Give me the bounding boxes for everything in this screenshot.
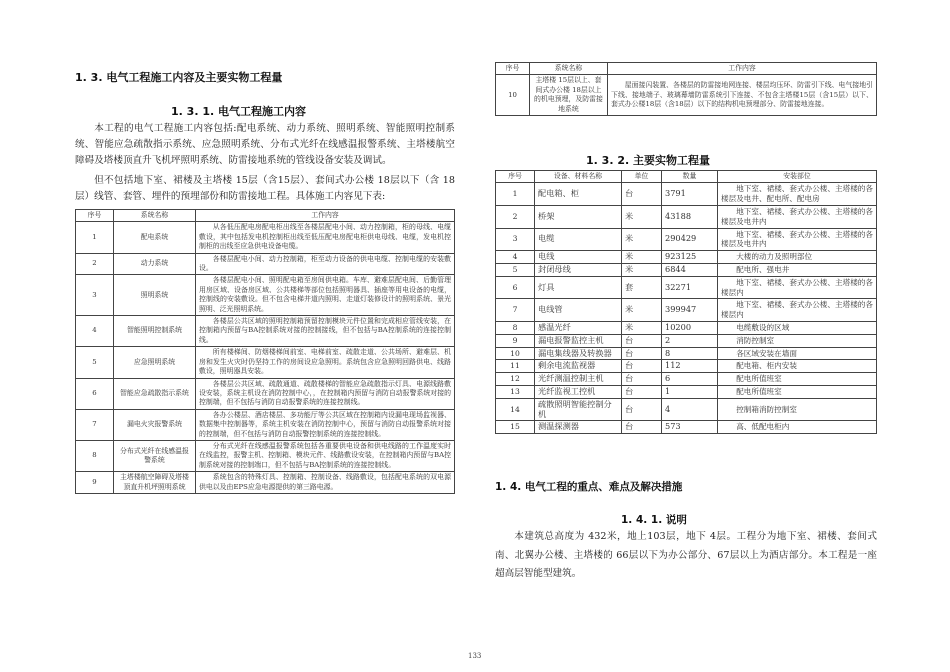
row-number: 15 <box>496 421 535 434</box>
system-name: 漏电火灾报警系统 <box>114 409 196 440</box>
unit: 米 <box>622 299 662 322</box>
install-location: 地下室、裙楼、套式办公楼、主塔楼的各楼层及电井、配电所、配电房 <box>718 183 877 206</box>
row-number: 7 <box>76 409 114 440</box>
quantity: 6844 <box>662 263 718 276</box>
row-number: 4 <box>496 251 535 264</box>
material-name: 电线管 <box>535 299 622 322</box>
material-name: 配电箱、柜 <box>535 183 622 206</box>
work-content: 分布式光纤在线感温报警系统包括各重要供电设备和供电线路的工作温度实时在线监控，报警主机、控制箱、模块元件、线路敷设安装，在控制箱内预留与BA控制系统对接的控制端口，但不包括与BA控制系统的连接控制线。 <box>196 440 455 471</box>
description-paragraph: 本建筑总高度为 432米，地上103层，地下 4层。工程分为地下室、裙楼、套间式南、北翼办公楼、主塔楼的 66层以下为办公部分、67层以上为酒店部分。本工程是一座超高层智能型建筑。 <box>495 531 877 579</box>
unit: 台 <box>622 373 662 386</box>
row-number: 8 <box>76 440 114 471</box>
unit: 米 <box>622 263 662 276</box>
quantity: 6 <box>662 373 718 386</box>
material-name: 灯具 <box>535 276 622 299</box>
install-location: 高、低配电柜内 <box>718 421 877 434</box>
table-row <box>76 472 455 494</box>
section-heading-1-3-1: 1. 3. 1. 电气工程施工内容 <box>171 105 306 118</box>
table-row <box>496 228 877 251</box>
unit: 米 <box>622 321 662 334</box>
section-heading-1-3-2: 1. 3. 2. 主要实物工程量 <box>586 154 710 167</box>
row-number: 9 <box>496 334 535 347</box>
material-name: 封闭母线 <box>535 263 622 276</box>
install-location: 控制箱消防控制室 <box>718 398 877 421</box>
material-name: 漏电报警监控主机 <box>535 334 622 347</box>
section-heading-1-4-1: 1. 4. 1. 说明 <box>621 514 687 526</box>
quantity: 3791 <box>662 183 718 206</box>
material-name: 疏散照明智能控制分机 <box>535 398 622 421</box>
row-number: 2 <box>76 253 114 275</box>
row-number: 12 <box>496 373 535 386</box>
work-content: 从各低压配电房配电柜出线至各楼层配电小间、动力控制箱，柜的母线、电缆敷设，其中包括发电机控制柜出线至低压配电房配电柜供电母线、电缆，发电机控制柜的出线至应急供电设备电缆。 <box>196 222 455 253</box>
table-row <box>76 275 455 316</box>
quantity: 4 <box>662 398 718 421</box>
table-row <box>496 276 877 299</box>
row-number: 1 <box>76 222 114 253</box>
table-header-row <box>496 63 877 75</box>
table-row <box>496 321 877 334</box>
table-header-row <box>496 171 877 183</box>
unit: 米 <box>622 228 662 251</box>
quantity: 1 <box>662 385 718 398</box>
row-number: 4 <box>76 316 114 347</box>
quantity: 43188 <box>662 206 718 229</box>
install-location: 地下室、裙楼、套式办公楼、主塔楼的各楼层及电井内 <box>718 206 877 229</box>
material-name: 光纤监视工控机 <box>535 385 622 398</box>
unit: 台 <box>622 347 662 360</box>
table-row <box>496 421 877 434</box>
table-row <box>496 334 877 347</box>
material-name: 测温探测器 <box>535 421 622 434</box>
table-row <box>496 398 877 421</box>
work-content: 各办公楼层、酒店楼层、多功能厅等公共区域在控制箱内设漏电现场监视器、数据集中控制器等，系统主机安装在消防控制中心，预留与消防自动报警系统对接的控制端，但不包括与消防自动报警控制系统的连接控制线。 <box>196 409 455 440</box>
system-name: 主塔楼航空障碍及塔楼顶直升机坪照明系统 <box>114 472 196 494</box>
row-number: 7 <box>496 299 535 322</box>
table-row <box>496 75 877 116</box>
install-location: 消防控制室 <box>718 334 877 347</box>
table-row <box>496 373 877 386</box>
header-no: 序号 <box>496 171 535 183</box>
row-number: 14 <box>496 398 535 421</box>
install-location: 配电所、强电井 <box>718 263 877 276</box>
intro-paragraph: 本工程的电气工程施工内容包括:配电系统、动力系统、照明系统、智能照明控制系统、智能应急疏散指示系统、应急照明系统、分布式光纤在线感温报警系统、主塔楼航空障碍及塔楼顶直升飞机坪照明系统、防雷接地系统的管线设备安装及调试。 <box>75 123 455 167</box>
table-row <box>76 409 455 440</box>
row-number: 2 <box>496 206 535 229</box>
header-location: 安装部位 <box>718 171 877 183</box>
row-number: 3 <box>76 275 114 316</box>
material-name: 感温光纤 <box>535 321 622 334</box>
material-name: 漏电集线器及转换器 <box>535 347 622 360</box>
exclusion-paragraph: 但不包括地下室、裙楼及主塔楼 15层（含15层）、套间式办公楼 18层以下（含 18 层）线管、套管、埋件的预埋部份和防雷接地工程。具体施工内容见下表: <box>75 175 455 203</box>
unit: 台 <box>622 334 662 347</box>
header-content: 工作内容 <box>196 210 455 222</box>
work-content: 各楼层公共区域的照明控制箱预留控制模块元件位置和完成相应管线安装，在控制箱内预留与BA控制系统对接的控制接线，但不包括与BA控制系统的连接控制线。 <box>196 316 455 347</box>
table-row <box>496 251 877 264</box>
quantity: 112 <box>662 360 718 373</box>
unit: 台 <box>622 360 662 373</box>
install-location: 配电箱、柜内安装 <box>718 360 877 373</box>
quantity: 2 <box>662 334 718 347</box>
page-number: 133 <box>468 652 482 660</box>
header-system: 系统名称 <box>114 210 196 222</box>
quantity: 573 <box>662 421 718 434</box>
quantity: 399947 <box>662 299 718 322</box>
install-location: 各区域安装在墙面 <box>718 347 877 360</box>
table-row <box>496 385 877 398</box>
material-name: 剩余电流监视器 <box>535 360 622 373</box>
quantity: 10200 <box>662 321 718 334</box>
material-name: 桥架 <box>535 206 622 229</box>
system-name: 应急照明系统 <box>114 347 196 378</box>
row-number: 6 <box>76 378 114 409</box>
install-location: 地下室、裙楼、套式办公楼、主塔楼的各楼层内 <box>718 276 877 299</box>
table-row <box>76 440 455 471</box>
table-row <box>76 347 455 378</box>
work-content: 系统包含的特殊灯具、控制箱、控制设备、线路敷设，包括配电系统的双电源供电以及由EPS应急电源提供的第三路电源。 <box>196 472 455 494</box>
table-row <box>496 360 877 373</box>
construction-content-table <box>75 209 455 494</box>
install-location: 地下室、裙楼、套式办公楼、主塔楼的各楼层内 <box>718 299 877 322</box>
row-number: 5 <box>76 347 114 378</box>
system-name: 主塔楼 15层以上、套间式办公楼 18层以上的机电预埋，及防雷接地系统 <box>530 75 608 116</box>
install-location: 大楼的动力及照明部位 <box>718 251 877 264</box>
material-name: 电线 <box>535 251 622 264</box>
row-number: 8 <box>496 321 535 334</box>
row-number: 10 <box>496 347 535 360</box>
quantity: 923125 <box>662 251 718 264</box>
row-number: 11 <box>496 360 535 373</box>
table-row <box>496 299 877 322</box>
work-content: 屋面接闪装置、各楼层的防雷接地网连接、楼层均压环、防雷引下线、电气接地引下线、接地端子、玻璃幕墙防雷系统引下连接、不包含主塔楼15层（含15层）以下、套式办公楼18层（含18层）以下的结构机电预埋部分、防雷接地连接。 <box>608 75 877 116</box>
unit: 台 <box>622 385 662 398</box>
table-row <box>76 253 455 275</box>
material-name: 电缆 <box>535 228 622 251</box>
install-location: 配电所值班室 <box>718 373 877 386</box>
system-name: 动力系统 <box>114 253 196 275</box>
unit: 台 <box>622 421 662 434</box>
header-unit: 单位 <box>622 171 662 183</box>
work-content: 所有楼梯间、防烟楼梯间前室、电梯前室、疏散走道、公共场所、避难层、机房和发生火灾时仍坚持工作的房间设应急照明。系统包含应急照明回路供电、线路敷设，照明器具安装。 <box>196 347 455 378</box>
main-quantity-table <box>495 170 877 434</box>
table-row <box>76 316 455 347</box>
header-material: 设备、材料名称 <box>535 171 622 183</box>
row-number: 1 <box>496 183 535 206</box>
system-name: 照明系统 <box>114 275 196 316</box>
system-name: 智能应急疏散指示系统 <box>114 378 196 409</box>
table-row <box>76 378 455 409</box>
construction-content-table-continued <box>495 62 877 116</box>
table-row <box>496 263 877 276</box>
quantity: 8 <box>662 347 718 360</box>
material-name: 光纤测温控制主机 <box>535 373 622 386</box>
header-no: 序号 <box>496 63 530 75</box>
unit: 台 <box>622 398 662 421</box>
header-no: 序号 <box>76 210 114 222</box>
header-quantity: 数量 <box>662 171 718 183</box>
unit: 米 <box>622 206 662 229</box>
section-heading-1-3: 1. 3. 电气工程施工内容及主要实物工程量 <box>75 71 283 84</box>
system-name: 智能照明控制系统 <box>114 316 196 347</box>
work-content: 各楼层配电小间、照明配电箱至房间供电箱。车库、避难层配电间、后勤管理用房区域、设备房区域、公共楼梯等部位包括照明器具、插座等用电设备的电缆，控制线的安装敷设。但不包含电梯井道内照明、走道灯装修设计的照明系统、景光照明、泛光照明系统。 <box>196 275 455 316</box>
row-number: 9 <box>76 472 114 494</box>
quantity: 290429 <box>662 228 718 251</box>
install-location: 地下室、裙楼、套式办公楼、主塔楼的各楼层及电井内 <box>718 228 877 251</box>
unit: 套 <box>622 276 662 299</box>
row-number: 13 <box>496 385 535 398</box>
row-number: 5 <box>496 263 535 276</box>
section-heading-1-4: 1. 4. 电气工程的重点、难点及解决措施 <box>495 481 683 493</box>
unit: 米 <box>622 251 662 264</box>
work-content: 各楼层配电小间、动力控制箱，柜至动力设备的供电电缆、控制电缆的安装敷设。 <box>196 253 455 275</box>
work-content: 各楼层公共区域、疏散通道、疏散楼梯的智能应急疏散指示灯具、电源线路敷设安装，系统主机设在消防控制中心，，在控制箱内预留与消防自动报警系统对接的控制端，但不包括与消防自动报警系统的连接控制线。 <box>196 378 455 409</box>
table-header-row <box>76 210 455 222</box>
table-row <box>496 206 877 229</box>
install-location: 配电所值班室 <box>718 385 877 398</box>
row-number: 3 <box>496 228 535 251</box>
row-number: 10 <box>496 75 530 116</box>
system-name: 配电系统 <box>114 222 196 253</box>
row-number: 6 <box>496 276 535 299</box>
header-system: 系统名称 <box>530 63 608 75</box>
header-content: 工作内容 <box>608 63 877 75</box>
table-row <box>496 183 877 206</box>
install-location: 电缆敷设的区域 <box>718 321 877 334</box>
table-row <box>496 347 877 360</box>
quantity: 32271 <box>662 276 718 299</box>
table-row <box>76 222 455 253</box>
unit: 台 <box>622 183 662 206</box>
system-name: 分布式光纤在线感温报警系统 <box>114 440 196 471</box>
